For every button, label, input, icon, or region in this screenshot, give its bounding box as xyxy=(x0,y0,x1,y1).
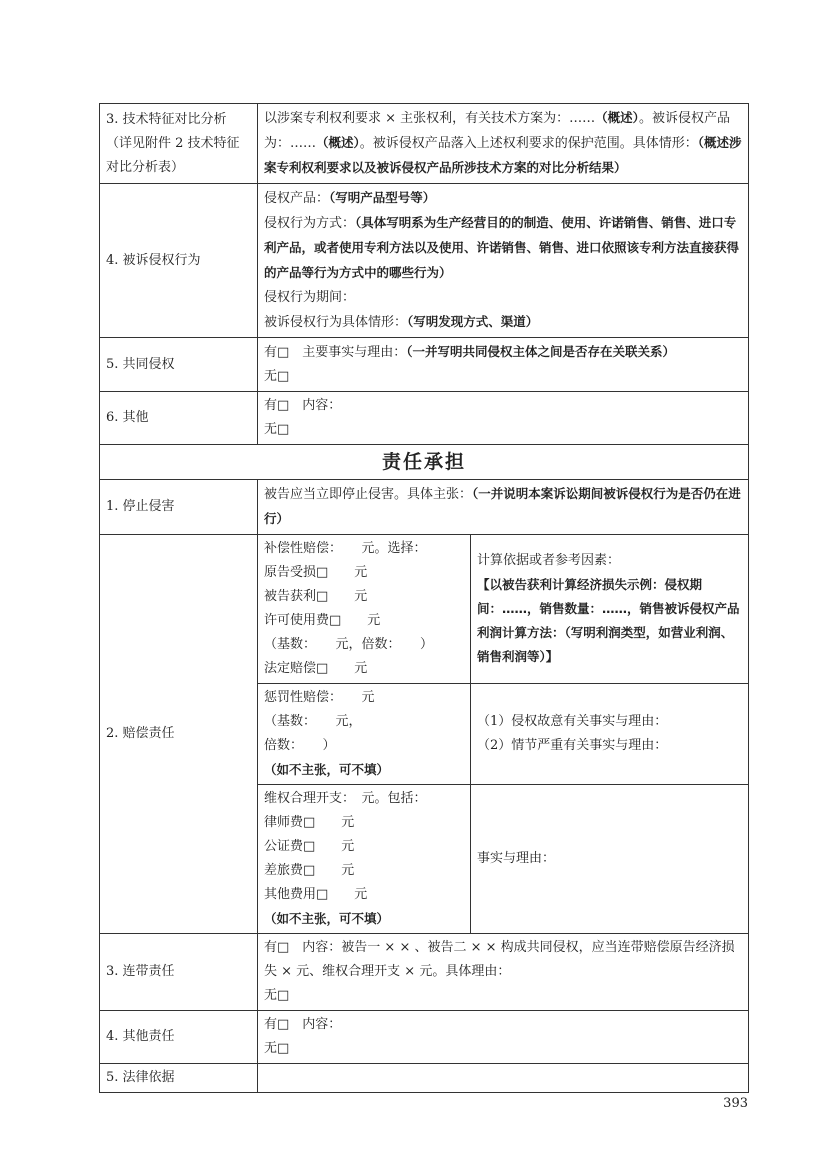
tech-text-2: 。被诉侵权产品为：…… xyxy=(264,111,730,151)
row-joint-infringement xyxy=(100,338,749,392)
comp-basis-label: 计算依据或者参考因素： xyxy=(477,553,621,568)
tech-hint-3: （概述涉案专利权利要求以及被诉侵权产品所涉技术方案的对比分析结果） xyxy=(264,135,742,175)
row-label-joint: 5. 共同侵权 xyxy=(100,338,258,392)
act-product-hint: （写明产品型号等） xyxy=(329,190,436,205)
expenses-facts-label: 事实与理由： xyxy=(477,851,556,866)
comp-compensatory-block xyxy=(258,535,748,683)
row-label-act: 4. 被诉侵权行为 xyxy=(100,184,258,338)
row-content-act xyxy=(258,184,749,338)
row-content-jointliab xyxy=(258,934,749,1011)
section-title: 责任承担 xyxy=(100,445,749,480)
comp-base-multiple-line: （基数： 元，倍数： ） xyxy=(264,637,434,652)
row-label-comp: 2. 赔偿责任 xyxy=(100,535,258,934)
row-tech-comparison xyxy=(100,104,749,184)
other-yes-checkbox[interactable]: 有□ 内容： xyxy=(264,398,342,413)
comp-expenses-options xyxy=(258,785,471,933)
comp-basis-example: 【以被告获利计算经济损失示例：侵权期间：……，销售数量：……，销售被诉侵权产品利润计算方法：（写明利润类型，如营业利润、销售利润等）】 xyxy=(477,577,740,664)
comp-statutory-checkbox[interactable]: 法定赔偿□ 元 xyxy=(264,661,368,676)
row-content-joint xyxy=(258,338,749,392)
comp-compensatory-options xyxy=(258,535,471,683)
act-product-label: 侵权产品： xyxy=(264,191,330,206)
row-other xyxy=(100,392,749,445)
comp-punitive-reasons xyxy=(471,684,748,784)
act-period-line: 侵权行为期间： xyxy=(264,290,356,305)
row-legal-basis xyxy=(100,1064,749,1093)
row-content-law[interactable] xyxy=(258,1064,749,1093)
row-label-other: 6. 其他 xyxy=(100,392,258,445)
act-product-line xyxy=(264,186,742,211)
row-label-stop: 1. 停止侵害 xyxy=(100,480,258,535)
row-content-tech xyxy=(258,104,749,184)
comp-expenses-block xyxy=(258,784,748,933)
expenses-notary-checkbox[interactable]: 公证费□ 元 xyxy=(264,839,355,854)
expenses-travel-checkbox[interactable]: 差旅费□ 元 xyxy=(264,863,355,878)
punitive-severity-reason: （2）情节严重有关事实与理由： xyxy=(477,738,668,753)
tech-hint-1: （概述） xyxy=(595,110,639,125)
joint-yes-checkbox[interactable]: 有□ 主要事实与理由： xyxy=(264,345,407,360)
punitive-optional-hint: （如不主张，可不填） xyxy=(264,762,390,777)
punitive-intent-reason: （1）侵权故意有关事实与理由： xyxy=(477,714,668,729)
row-label-otherliab: 4. 其他责任 xyxy=(100,1011,258,1064)
tech-text-3: 。被诉侵权产品落入上述权利要求的保护范围。具体情形： xyxy=(359,136,698,151)
joint-no-checkbox[interactable]: 无□ xyxy=(264,369,290,384)
expenses-optional-hint: （如不主张，可不填） xyxy=(264,911,390,926)
expenses-other-checkbox[interactable]: 其他费用□ 元 xyxy=(264,887,368,902)
row-stop-infringement xyxy=(100,480,749,535)
comp-punitive-block xyxy=(258,683,748,784)
tech-text-1: 以涉案专利权利要求 × 主张权利，有关技术方案为：…… xyxy=(264,111,596,126)
row-label-law: 5. 法律依据 xyxy=(100,1064,258,1093)
otherliab-no-checkbox[interactable]: 无□ xyxy=(264,1041,290,1056)
act-method-hint: （具体写明系为生产经营目的的制造、使用、许诺销售、销售、进口专利产品，或者使用专利方法以及使用、许诺销售、销售、进口依照该专利方法直接获得的产品等行为方式中的哪些行为） xyxy=(264,215,740,280)
other-no-checkbox[interactable]: 无□ xyxy=(264,422,290,437)
joint-yes-line[interactable] xyxy=(264,340,742,365)
comp-punitive-options xyxy=(258,684,471,784)
comp-license-fee-checkbox[interactable]: 许可使用费□ 元 xyxy=(264,613,381,628)
jointliab-no-checkbox[interactable]: 无□ xyxy=(264,988,290,1003)
row-content-stop xyxy=(258,480,749,535)
punitive-base-line: （基数： 元， xyxy=(264,714,362,729)
tech-hint-2: （概述） xyxy=(316,135,360,150)
comp-expenses-reasons xyxy=(471,785,748,933)
jointliab-yes-checkbox[interactable]: 有□ 内容：被告一 × × 、被告二 × × 构成共同侵权，应当连带赔偿原告经济损失 × 元、维权合理开支 × 元。具体理由： xyxy=(264,940,735,979)
row-label-tech: 3. 技术特征对比分析（详见附件 2 技术特征对比分析表） xyxy=(100,104,258,184)
page-number: 393 xyxy=(723,1096,748,1111)
row-label-jointliab: 3. 连带责任 xyxy=(100,934,258,1011)
row-compensation xyxy=(100,535,749,934)
row-infringing-act xyxy=(100,184,749,338)
section-header-row xyxy=(100,445,749,480)
act-detail-line xyxy=(264,310,742,335)
row-joint-liability xyxy=(100,934,749,1011)
expenses-total-line: 维权合理开支： 元。包括： xyxy=(264,791,427,806)
punitive-multiple-line: 倍数： ） xyxy=(264,738,336,753)
row-other-liability xyxy=(100,1011,749,1064)
stop-text: 被告应当立即停止侵害。具体主张： xyxy=(264,487,473,502)
joint-yes-hint: （一并写明共同侵权主体之间是否存在关联关系） xyxy=(406,344,676,359)
act-detail-hint: （写明发现方式、渠道） xyxy=(407,314,539,329)
comp-plaintiff-loss-checkbox[interactable]: 原告受损□ 元 xyxy=(264,565,368,580)
complaint-form-table xyxy=(99,103,749,1093)
comp-compensatory-basis xyxy=(471,535,748,683)
comp-defendant-profit-checkbox[interactable]: 被告获利□ 元 xyxy=(264,589,368,604)
stop-hint: （一并说明本案诉讼期间被诉侵权行为是否仍在进行） xyxy=(264,486,741,526)
otherliab-yes-checkbox[interactable]: 有□ 内容： xyxy=(264,1017,342,1032)
act-method-line xyxy=(264,211,742,286)
row-content-otherliab xyxy=(258,1011,749,1064)
row-content-comp xyxy=(258,535,749,934)
punitive-total-line: 惩罚性赔偿： 元 xyxy=(264,690,375,705)
act-detail-label: 被诉侵权行为具体情形： xyxy=(264,315,408,330)
act-method-label: 侵权行为方式： xyxy=(264,216,356,231)
comp-total-line: 补偿性赔偿： 元。选择： xyxy=(264,541,427,556)
expenses-lawyer-checkbox[interactable]: 律师费□ 元 xyxy=(264,815,355,830)
row-content-other xyxy=(258,392,749,445)
